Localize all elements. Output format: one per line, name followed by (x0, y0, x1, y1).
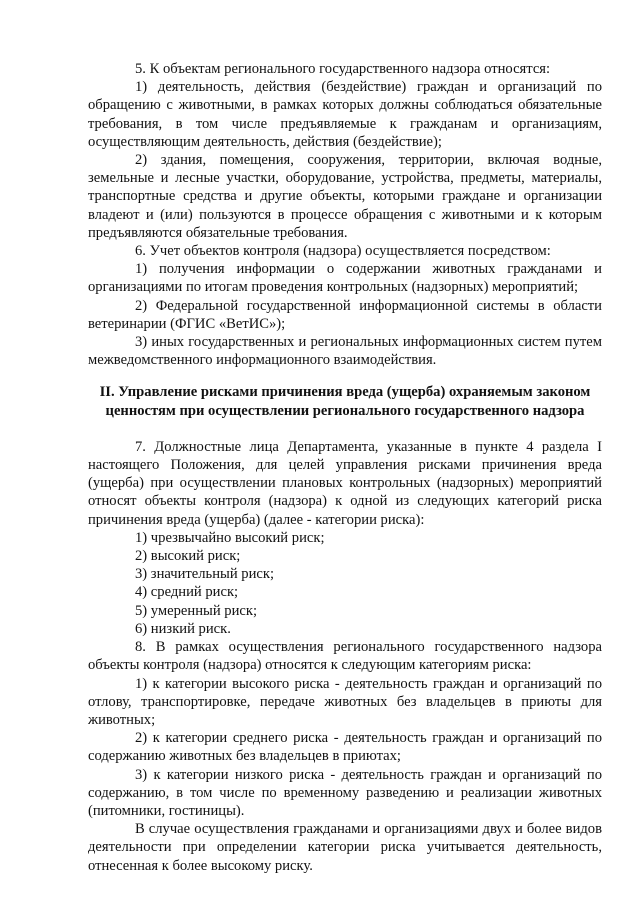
paragraph-6-item-3: 3) иных государственных и региональных информационных систем путем межведомственного информационного взаимодействия. (88, 334, 602, 369)
paragraph-8-item-2: 2) к категории среднего риска - деятельность граждан и организаций по содержанию животных без владельцев в приютах; (88, 730, 602, 765)
paragraph-8: 8. В рамках осуществления регионального государственного надзора объекты контроля (надзора) относятся к следующим категориям риска: (88, 639, 602, 674)
risk-category-2: 2) высокий риск; (135, 548, 241, 565)
paragraph-5: 5. К объектам регионального государственного надзора относятся: (135, 61, 551, 77)
paragraph-6-item-1: 1) получения информации о содержании животных гражданами и организациями по итогам проведения контрольных (надзорных) мероприятий; (88, 261, 602, 296)
paragraph-multiple-activities: В случае осуществления гражданами и организациями двух и более видов деятельности при определении категории риска учитывается деятельность, отнесенная к более высокому риску. (88, 821, 602, 874)
risk-category-5: 5) умеренный риск; (135, 602, 258, 619)
section-2-heading (88, 383, 602, 419)
risk-category-6: 6) низкий риск. (135, 620, 231, 637)
paragraph-5-item-2: 2) здания, помещения, сооружения, территории, включая водные, земельные и лесные участки, оборудование, устройства, предметы, материалы, транспортные средства и другие объекты, которыми граждане и организации владеют и (или) пользуются в процессе обращения с животными и к которым предъявляются обязательные требования. (88, 152, 602, 241)
paragraph-5-item-1: 1) деятельность, действия (бездействие) граждан и организаций по обращению с животными, в рамках которых должны соблюдаться обязательные требования, в том числе предъявляемые к гражданам и организациям, осуществляющим деятельность, действия (бездействие); (88, 79, 602, 150)
risk-category-3: 3) значительный риск; (135, 566, 275, 583)
section-2-heading-line-1: II. Управление рисками причинения вреда (ущерба) охраняемым законом (99, 384, 591, 401)
risk-category-4: 4) средний риск; (135, 584, 239, 601)
risk-category-1: 1) чрезвычайно высокий риск; (135, 529, 325, 546)
paragraph-8-item-3: 3) к категории низкого риска - деятельность граждан и организаций по содержанию, в том числе по временному разведению и реализации животных (питомники, гостиницы). (88, 766, 602, 819)
paragraph-6: 6. Учет объектов контроля (надзора) осуществляется посредством: (135, 243, 551, 260)
paragraph-8-item-1: 1) к категории высокого риска - деятельность граждан и организаций по отлову, транспортировке, передаче животных без владельцев в приюты для животных; (88, 675, 602, 728)
paragraph-7: 7. Должностные лица Департамента, указанные в пункте 4 раздела I настоящего Положения, для целей управления рисками причинения вреда (ущерба) при осуществлении плановых контрольных (надзорных) мероприятий относят объекты контроля (надзора) к одной из следующих категорий риска причинения вреда (ущерба) (далее - категории риска): (88, 438, 602, 528)
section-2-heading-line-2: ценностям при осуществлении регионального государственного надзора (105, 402, 585, 419)
paragraph-6-item-2: 2) Федеральной государственной информационной системы в области ветеринарии (ФГИС «ВетИС»); (88, 297, 602, 332)
